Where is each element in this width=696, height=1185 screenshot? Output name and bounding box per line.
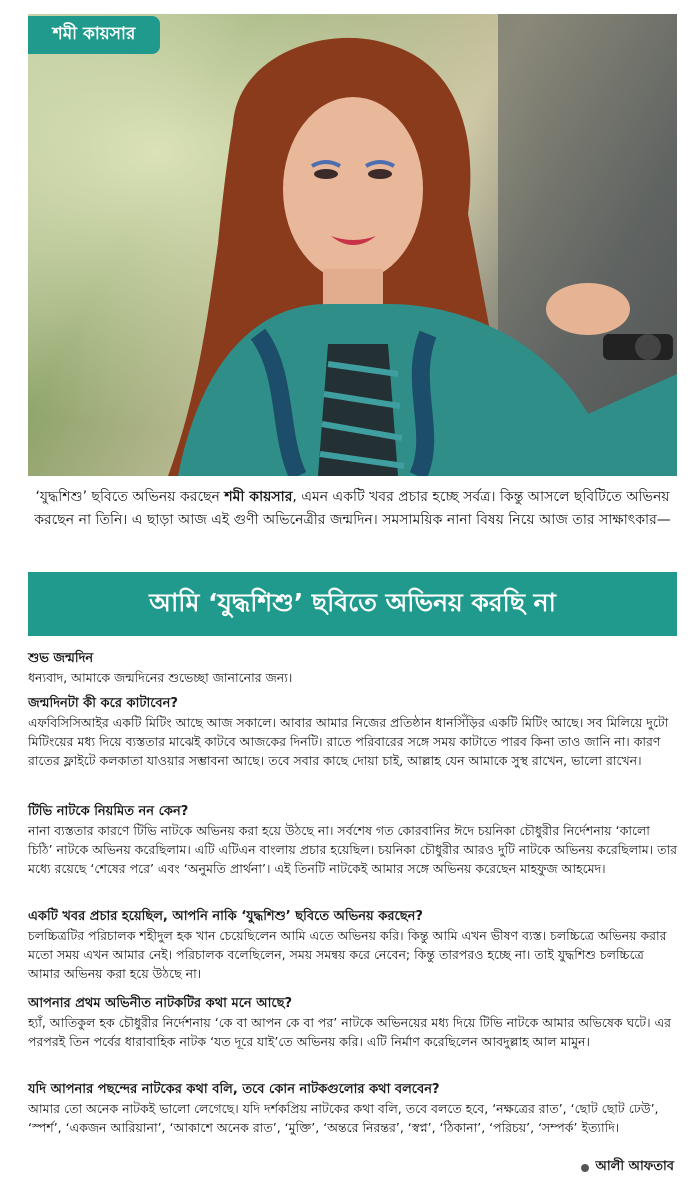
qa-block-4: [28, 907, 678, 983]
headline-banner: আমি ‘যুদ্ধশিশু’ ছবিতে অভিনয় করছি না: [28, 572, 677, 636]
qa-block-3: [28, 802, 678, 878]
byline: [581, 1157, 674, 1178]
qa-block-1: [28, 649, 678, 687]
portrait-photo: [28, 14, 677, 476]
portrait-illustration: [28, 14, 677, 476]
answer: হ্যাঁ, আতিকুল হক চৌধুরীর নির্দেশনায় ‘কে বা আপন কে বা পর’ নাটকে অভিনয়ের মধ্য দিয়ে টিভি নাটকে আমার অভিষেক ঘটে। এর পরপরই তিন পর্বের ধারাবাহিক নাটক ‘যত দূরে যাই’তে অভিনয় করি। এটি নির্মাণ করেছিলেন আবদুল্লাহ আল মামুন।: [28, 1015, 671, 1049]
question: যদি আপনার পছন্দের নাটকের কথা বলি, তবে কোন নাটকগুলোর কথা বলবেন?: [28, 1082, 440, 1097]
answer: এফবিসিসিআইর একটি মিটিং আছে আজ সকালে। আবার আমার নিজের প্রতিষ্ঠান ধানসিঁড়ির একটি মিটিং আছে। সব মিলিয়ে দুটো মিটিংয়ের মধ্য দিয়ে ব্যস্ততার মাঝেই কাটবে আজকের দিনটি। রাতে পরিবারের সঙ্গে সময় কাটাতে পারব কিনা তাও জানি না। কারণ রাতের ফ্লাইটে কলকাতা যাওয়ার সম্ভাবনা আছে। তবে সবার কাছে দোয়া চাই, আল্লাহ যেন আমাকে সুস্থ রাখেন, ভালো রাখেন।: [28, 715, 669, 768]
qa-block-6: [28, 1080, 678, 1137]
answer: আমার তো অনেক নাটকই ভালো লেগেছে। যদি দর্শকপ্রিয় নাটকের কথা বলি, তবে বলতে হবে, ‘নক্ষত্রের রাত’, ‘ছোট ছোট ঢেউ’, ‘স্পর্শ’, ‘একজন আরিয়ানা’, ‘আকাশে অনেক রাত’, ‘মুক্তি’, ‘অন্তরে নিরন্তর’, ‘স্বপ্ন’, ‘ঠিকানা’, ‘পরিচয়’, ‘সম্পর্ক’ ইত্যাদি।: [28, 1101, 659, 1135]
question: শুভ জন্মদিন: [28, 651, 94, 666]
qa-block-5: [28, 994, 678, 1051]
answer: নানা ব্যস্ততার কারণে টিভি নাটকে অভিনয় করা হয়ে উঠছে না। সর্বশেষ গত কোরবানির ঈদে চয়নিকা চৌধুরীর নির্দেশনায় ‘কালো চিঠি’ নাটকে অভিনয় করেছিলাম। এটি এটিএন বাংলায় প্রচার হয়েছিল। চয়নিকা চৌধুরীর আরও দুটি নাটকে অভিনয় করেছিলাম। তার মধ্যে রয়েছে ‘শেষের পরে’ এবং ‘অনুমতি প্রার্থনা’। এই তিনটি নাটকেই আমার সঙ্গে অভিনয় করেছেন মাহফুজ আহমেদ।: [28, 823, 678, 876]
intro-name: শমী কায়সার: [224, 489, 293, 505]
name-tag: শমী কায়সার: [28, 16, 160, 54]
qa-block-2: [28, 694, 678, 770]
intro-part2: , এমন একটি খবর প্রচার হচ্ছে সর্বত্র। কিন্তু আসলে ছবিটিতে অভিনয় করছেন না তিনি। এ ছাড়া আজ এই গুণী অভিনেত্রীর জন্মদিন। সমসাময়িক নানা বিষয় নিয়ে আজ তার সাক্ষাৎকার—: [34, 489, 671, 528]
answer: ধন্যবাদ, আমাকে জন্মদিনের শুভেচ্ছা জানানোর জন্য।: [28, 670, 293, 685]
question: টিভি নাটকে নিয়মিত নন কেন?: [28, 804, 189, 819]
intro-paragraph: [28, 486, 677, 532]
answer: চলচ্চিত্রটির পরিচালক শহীদুল হক খান চেয়েছিলেন আমি এতে অভিনয় করি। কিন্তু আমি এখন ভীষণ ব্যস্ত। চলচ্চিত্রে অভিনয় করার মতো সময় এখন আমার নেই। পরিচালক বলেছিলেন, সময় সমন্বয় করে নেবেন; কিন্তু তারপরও হচ্ছে না। তাই যুদ্ধশিশু চলচ্চিত্রে আমার অভিনয় করা হয়ে উঠছে না।: [28, 928, 667, 981]
bullet-icon: [581, 1164, 589, 1172]
author-name: আলী আফতাব: [595, 1159, 674, 1174]
question: আপনার প্রথম অভিনীত নাটকটির কথা মনে আছে?: [28, 996, 293, 1011]
intro-part1: ‘যুদ্ধশিশু’ ছবিতে অভিনয় করছেন: [35, 489, 225, 505]
question: একটি খবর প্রচার হয়েছিল, আপনি নাকি ‘যুদ্ধশিশু’ ছবিতে অভিনয় করছেন?: [28, 909, 423, 924]
question: জন্মদিনটা কী করে কাটাবেন?: [28, 696, 178, 711]
